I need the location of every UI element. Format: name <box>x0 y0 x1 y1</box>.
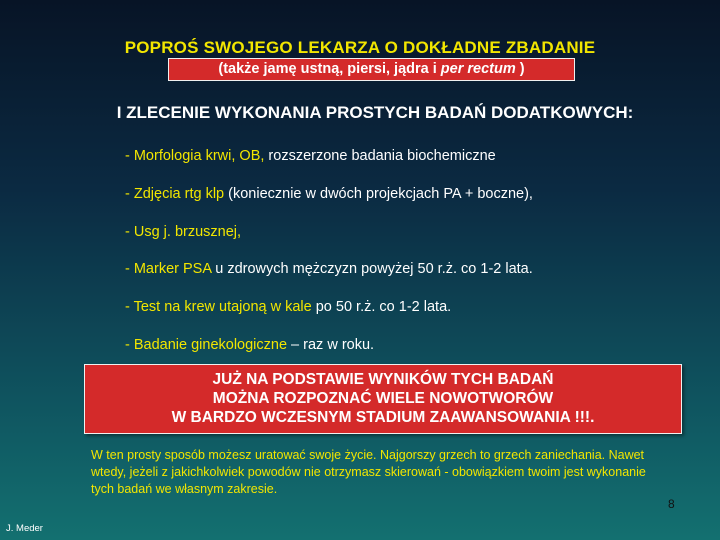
exam-list <box>125 146 685 373</box>
page-number: 8 <box>668 497 675 511</box>
list-item-highlight: - Morfologia krwi, OB, <box>125 148 265 164</box>
list-item-highlight: - Marker PSA <box>125 261 212 278</box>
alert-line-3: W BARDZO WCZESNYM STADIUM ZAAWANSOWANIA !!!. <box>171 409 595 426</box>
subtitle-text-before: (także jamę ustną, piersi, jądra i <box>218 61 441 77</box>
list-item-text: (koniecznie w dwóch projekcjach PA + boczne), <box>224 185 533 202</box>
list-item-highlight: - Test na krew utajoną w kale <box>125 299 312 316</box>
list-item <box>125 184 685 222</box>
list-item-text: po 50 r.ż. co 1-2 lata. <box>311 299 452 316</box>
alert-box <box>84 364 682 434</box>
subtitle-text-after: ) <box>515 61 525 77</box>
list-item <box>125 259 685 297</box>
alert-line-2: MOŻNA ROZPOZNAĆ WIELE NOWOTWORÓW <box>212 390 554 407</box>
footer-text: W ten prosty sposób możesz uratować swoje życie. Najgorszy grzech to grzech zaniechania. Nawet wtedy, jeżeli z jakichkolwiek powodów nie otrzymasz skierowań - obowiązkiem twoim jest wykonanie tych badań we własnym zakresie. <box>91 448 646 496</box>
slide-title: POPROŚ SWOJEGO LEKARZA O DOKŁADNE ZBADANIE <box>124 38 596 57</box>
list-item-text: rozszerzone badania biochemiczne <box>264 148 496 164</box>
list-item <box>125 146 685 184</box>
subtitle-box <box>168 58 575 81</box>
list-item-highlight: - Zdjęcia rtg klp <box>125 185 225 202</box>
section-heading: I ZLECENIE WYKONANIA PROSTYCH BADAŃ DODATKOWYCH: <box>116 103 634 122</box>
list-item <box>125 297 685 335</box>
author-credit: J. Meder <box>6 523 43 534</box>
list-item-text: – raz w roku. <box>287 336 375 353</box>
alert-line-1: JUŻ NA PODSTAWIE WYNIKÓW TYCH BADAŃ <box>212 371 554 388</box>
subtitle-text-italic: per rectum <box>440 61 516 77</box>
list-item-text: u zdrowych mężczyzn powyżej 50 r.ż. co 1-2 lata. <box>211 261 533 278</box>
list-item-highlight: - Usg j. brzusznej, <box>125 223 242 240</box>
list-item <box>125 222 685 260</box>
list-item-highlight: - Badanie ginekologiczne <box>125 336 288 353</box>
